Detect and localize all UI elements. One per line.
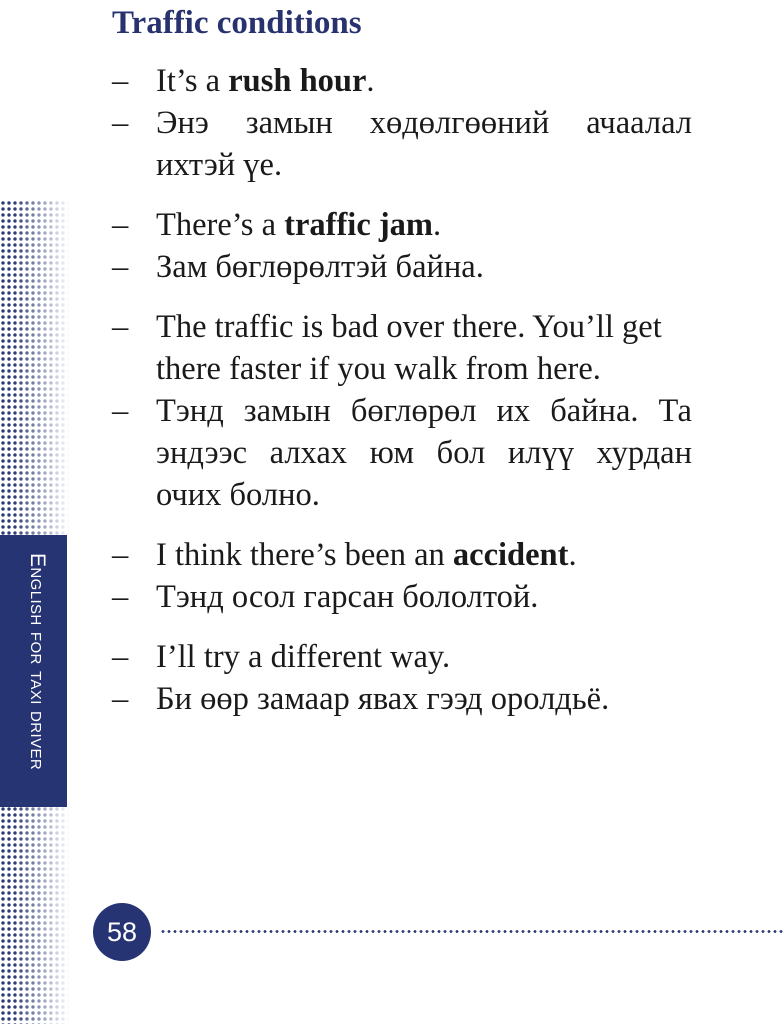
dash-bullet: – xyxy=(112,309,129,345)
phrase-english xyxy=(156,204,692,246)
halftone-decoration-bottom xyxy=(0,800,70,1024)
phrase-text-segment: It’s a xyxy=(156,63,229,99)
phrase-group xyxy=(112,204,692,288)
phrase-mongolian: Тэнд замын бөглөрөл их байна. Та эндээс алхах юм бол илүү хурдан очих болно. xyxy=(156,393,692,513)
phrase-group xyxy=(112,306,692,516)
key-term: accident xyxy=(452,537,569,573)
phrase-english-line xyxy=(112,204,692,246)
key-term: rush hour xyxy=(228,63,367,99)
dash-bullet: – xyxy=(112,105,129,141)
phrase-text-segment: . xyxy=(568,537,577,573)
phrase-mongolian-line xyxy=(112,102,692,186)
dash-bullet: – xyxy=(112,249,129,285)
page-title: Traffic conditions xyxy=(112,5,362,41)
phrase-mongolian: Би өөр замаар явах гээд оролдьё. xyxy=(156,681,610,717)
phrase-text-segment: I’ll try a different way. xyxy=(156,639,451,675)
phrase-list xyxy=(112,60,692,738)
phrase-english xyxy=(156,306,692,390)
dash-bullet: – xyxy=(112,537,129,573)
key-term: traffic jam xyxy=(284,207,434,243)
phrase-english xyxy=(156,636,692,678)
phrase-mongolian: Зам бөглөрөлтэй байна. xyxy=(156,249,484,285)
phrase-mongolian: Тэнд осол гарсан бололтой. xyxy=(156,579,539,615)
phrase-text-segment: I think there’s been an xyxy=(156,537,453,573)
phrase-english-line xyxy=(112,636,692,678)
phrase-text-segment: There’s a xyxy=(156,207,285,243)
phrase-group xyxy=(112,534,692,618)
phrase-mongolian-line xyxy=(112,576,692,618)
footer-dotted-rule xyxy=(160,930,784,933)
phrase-mongolian: Энэ замын хөдөлгөөний ачаалал ихтэй үе. xyxy=(156,105,692,183)
phrase-group xyxy=(112,636,692,720)
phrase-english xyxy=(156,60,692,102)
phrase-english-line xyxy=(112,60,692,102)
phrase-text-segment: . xyxy=(366,63,375,99)
phrase-english xyxy=(156,534,692,576)
phrase-mongolian-line xyxy=(112,246,692,288)
dash-bullet: – xyxy=(112,393,129,429)
dash-bullet: – xyxy=(112,681,129,717)
phrase-text-segment: . xyxy=(433,207,442,243)
dash-bullet: – xyxy=(112,639,129,675)
phrase-group xyxy=(112,60,692,186)
phrase-text-segment: The traffic is bad over there. You’ll get there faster if you walk from here. xyxy=(156,309,662,387)
dash-bullet: – xyxy=(112,579,129,615)
dash-bullet: – xyxy=(112,207,129,243)
page-number: 58 xyxy=(93,903,151,961)
side-tab-label: English for taxi driver xyxy=(26,553,49,771)
phrase-english-line xyxy=(112,306,692,390)
dash-bullet: – xyxy=(112,63,129,99)
phrase-mongolian-line xyxy=(112,390,692,516)
phrase-mongolian-line xyxy=(112,678,692,720)
phrase-english-line xyxy=(112,534,692,576)
halftone-decoration-top xyxy=(0,200,70,540)
